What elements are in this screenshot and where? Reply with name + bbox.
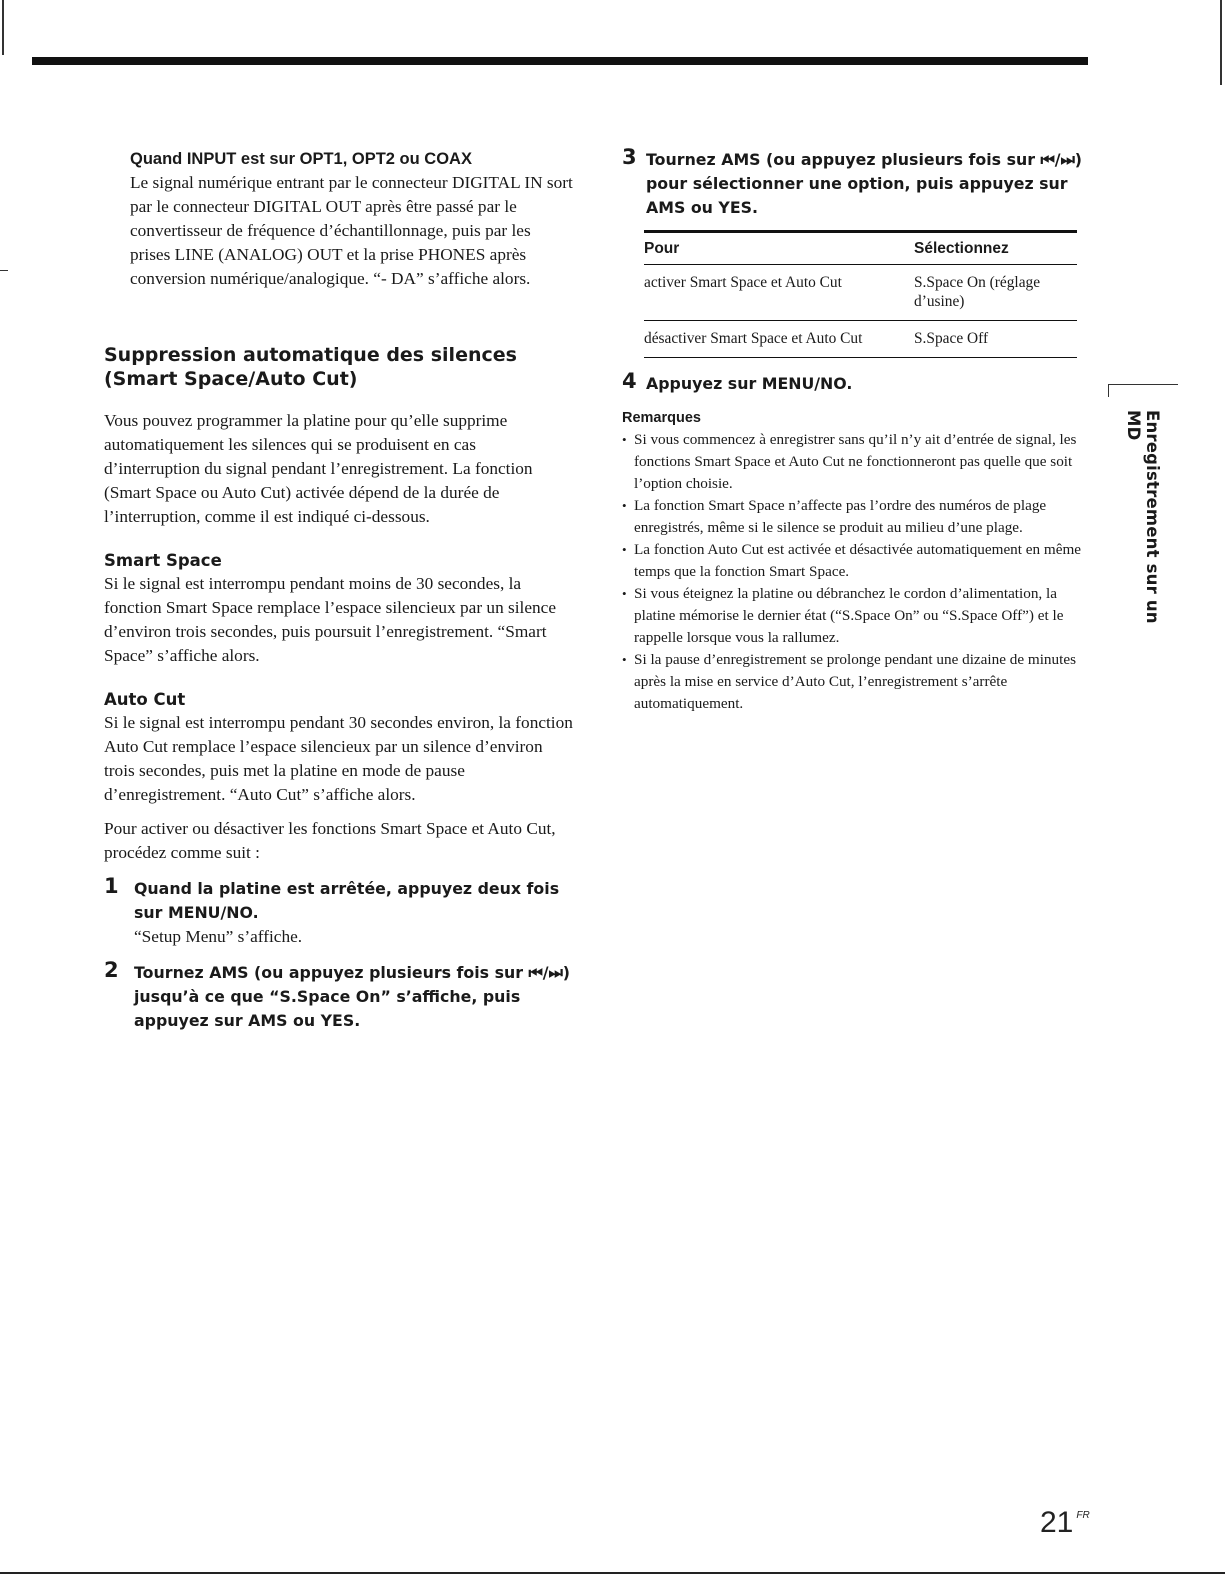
- step-instruction: Tournez AMS (ou appuyez plusieurs fois sur ⏮/⏭) jusqu’à ce que “S.Space On” s’affiche, puis appuyez sur AMS ou YES.: [134, 963, 570, 1030]
- table-header-row: [644, 232, 1077, 265]
- top-rule: [32, 57, 1088, 65]
- table-row: [644, 321, 1077, 358]
- list-item: • Si la pause d’enregistrement se prolonge pendant une dizaine de minutes après la mise en service d’Auto Cut, l’enregistrement s’arrête automatiquement.: [622, 649, 1090, 715]
- bottom-rule: [0, 1572, 1225, 1574]
- step-3: [622, 145, 1090, 220]
- step-instruction: Appuyez sur MENU/NO.: [646, 374, 853, 393]
- section-intro: Vous pouvez programmer la platine pour qu’elle supprime automatiquement les silences qui se produisent en cas d’interruption du signal pendant l’enregistrement. La fonction (Smart Space ou Auto Cut) activée dépend de la durée de l’interruption, comme il est indiqué ci-dessous.: [104, 411, 533, 526]
- margin-tick: [0, 270, 8, 271]
- remarks-block: [622, 410, 1090, 715]
- scan-edge-left: [2, 0, 4, 55]
- step-note: “Setup Menu” s’affiche.: [134, 927, 303, 946]
- list-item: • La fonction Auto Cut est activée et désactivée automatiquement en même temps que la fonction Smart Space.: [622, 539, 1090, 583]
- table-header: Sélectionnez: [914, 232, 1077, 265]
- step-instruction: Tournez AMS (ou appuyez plusieurs fois sur ⏮/⏭) pour sélectionner une option, puis appuyez sur AMS ou YES.: [646, 150, 1082, 217]
- side-tab-label: Enregistrement sur un MD: [1124, 410, 1162, 624]
- left-column: [104, 150, 574, 1033]
- list-item: • Si vous commencez à enregistrer sans qu’il n’y ait d’entrée de signal, les fonctions Smart Space et Auto Cut ne fonctionneront pas quelle que soit l’option choisie.: [622, 429, 1090, 495]
- input-heading: Quand INPUT est sur OPT1, OPT2 ou COAX: [130, 150, 472, 168]
- right-column: [622, 145, 1090, 715]
- options-table: [644, 230, 1077, 358]
- page-lang: FR: [1076, 1510, 1090, 1521]
- list-item: • La fonction Smart Space n’affecte pas l’ordre des numéros de plage enregistrés, même si le silence se produit au milieu d’une plage.: [622, 495, 1090, 539]
- smart-space-text: Si le signal est interrompu pendant moins de 30 secondes, la fonction Smart Space remplace l’espace silencieux par un silence d’environ trois secondes, puis poursuit l’enregistrement. “Smart Space” s’affiche alors.: [104, 574, 557, 665]
- page-number-value: 21: [1040, 1506, 1074, 1539]
- scan-edge-right: [1220, 0, 1222, 85]
- auto-cut-title: Auto Cut: [104, 690, 186, 709]
- section-title: Suppression automatique des silences (Smart Space/Auto Cut): [104, 344, 517, 390]
- step-4: [622, 369, 1090, 396]
- table-row: [644, 265, 1077, 321]
- step-1: [104, 874, 574, 949]
- step-number: 4: [622, 369, 637, 393]
- step-number: 3: [622, 145, 637, 169]
- side-tab: [1124, 410, 1162, 660]
- step-number: 2: [104, 958, 119, 982]
- step-instruction: Quand la platine est arrêtée, appuyez deux fois sur MENU/NO.: [134, 879, 560, 922]
- smart-space-title: Smart Space: [104, 551, 222, 570]
- page-number: [1040, 1506, 1090, 1540]
- step-2: [104, 958, 574, 1033]
- remarks-title: Remarques: [622, 410, 701, 426]
- auto-cut-text: Si le signal est interrompu pendant 30 secondes environ, la fonction Auto Cut remplace l’espace silencieux par un silence d’environ trois secondes, puis met la platine en mode de pause d’enregistrement. “Auto Cut” s’affiche alors.: [104, 713, 573, 804]
- side-tab-bracket: [1108, 384, 1178, 397]
- input-block: [104, 150, 574, 291]
- step-number: 1: [104, 874, 119, 898]
- table-cell: S.Space Off: [914, 321, 1077, 358]
- table-header: Pour: [644, 232, 914, 265]
- list-item: • Si vous éteignez la platine ou débranchez le cordon d’alimentation, la platine mémorise le dernier état (“S.Space On” ou “S.Space Off”) et le rappelle lorsque vous la rallumez.: [622, 583, 1090, 649]
- remarks-list: [622, 429, 1090, 715]
- table-cell: désactiver Smart Space et Auto Cut: [644, 321, 914, 358]
- table-cell: S.Space On (réglage d’usine): [914, 265, 1077, 321]
- table-cell: activer Smart Space et Auto Cut: [644, 265, 914, 321]
- procedure-intro: Pour activer ou désactiver les fonctions Smart Space et Auto Cut, procédez comme suit :: [104, 819, 556, 862]
- input-text: Le signal numérique entrant par le connecteur DIGITAL IN sort par le connecteur DIGITAL OUT après être passé par le convertisseur de fréquence d’échantillonnage, puis par les prises LINE (ANALOG) OUT et la prise PHONES après conversion numérique/analogique. “- DA” s’affiche alors.: [130, 173, 573, 288]
